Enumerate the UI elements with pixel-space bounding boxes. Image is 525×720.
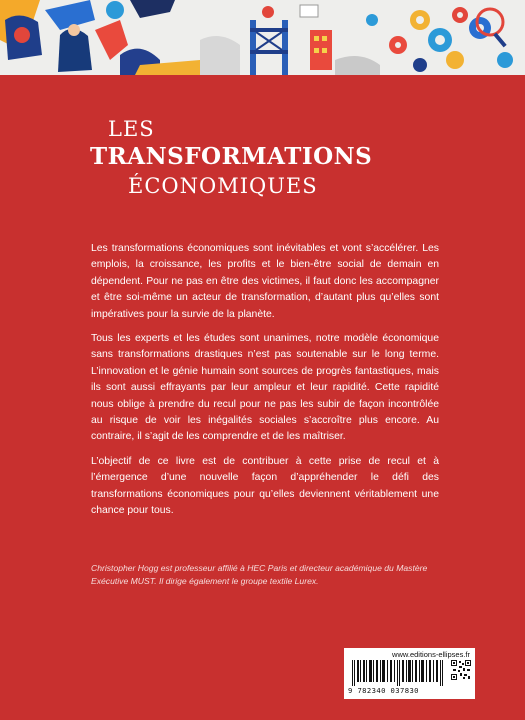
title-line-3: ÉCONOMIQUES <box>128 174 318 198</box>
publisher-url: www.editions-ellipses.fr <box>392 650 470 659</box>
summary-paragraph-1: Les transformations économiques sont inévitables et vont s’accélérer. Les emplois, la croissance, les profits et le bien-être social de demain en dépendent. Pour ne pas en être des victimes, il faut donc les accompagner et être soi-même un acteur de transformation, d’autant plus qu’elles sont impératives pour la survie de la planète. <box>91 243 439 320</box>
header-illustration <box>0 0 525 75</box>
barcode-box <box>344 648 475 699</box>
illustration-graphic <box>0 0 525 75</box>
summary-paragraph-2: Tous les experts et les études sont unanimes, notre modèle économique sans transformations drastiques n’est pas soutenable sur le long terme. L’innovation et le génie humain sont sources de progrès fantastiques, mais ils sont aussi effrayants par leur ampleur et leur rapidité. Cette rapidité nous oblige à prendre du recul pour ne pas les subir de façon incontrôlée au risque de voir les inégalités sociales s’accroître plus encore. Au contraire, il s’agit de les comprendre et de les maîtriser. <box>91 333 439 443</box>
summary-paragraph-3: L’objectif de ce livre est de contribuer à cette prise de recul et à l’émergence d’une nouvelle façon d’appréhender le défi des transformations économiques pour qu’elles deviennent véritablement une chance pour tous. <box>91 455 439 517</box>
title-line-1: LES <box>108 117 155 141</box>
title-line-2: TRANSFORMATIONS <box>90 143 373 170</box>
barcode-icon <box>352 660 444 686</box>
author-bio: Christopher Hogg est professeur affilié à HEC Paris et directeur académique du Mastère Exécutive MUST. Il dirige également le groupe textile Lurex. <box>91 563 428 586</box>
summary-text <box>91 241 439 528</box>
isbn-number: 9 782340 037830 <box>348 686 419 695</box>
qr-code-icon <box>451 660 471 680</box>
